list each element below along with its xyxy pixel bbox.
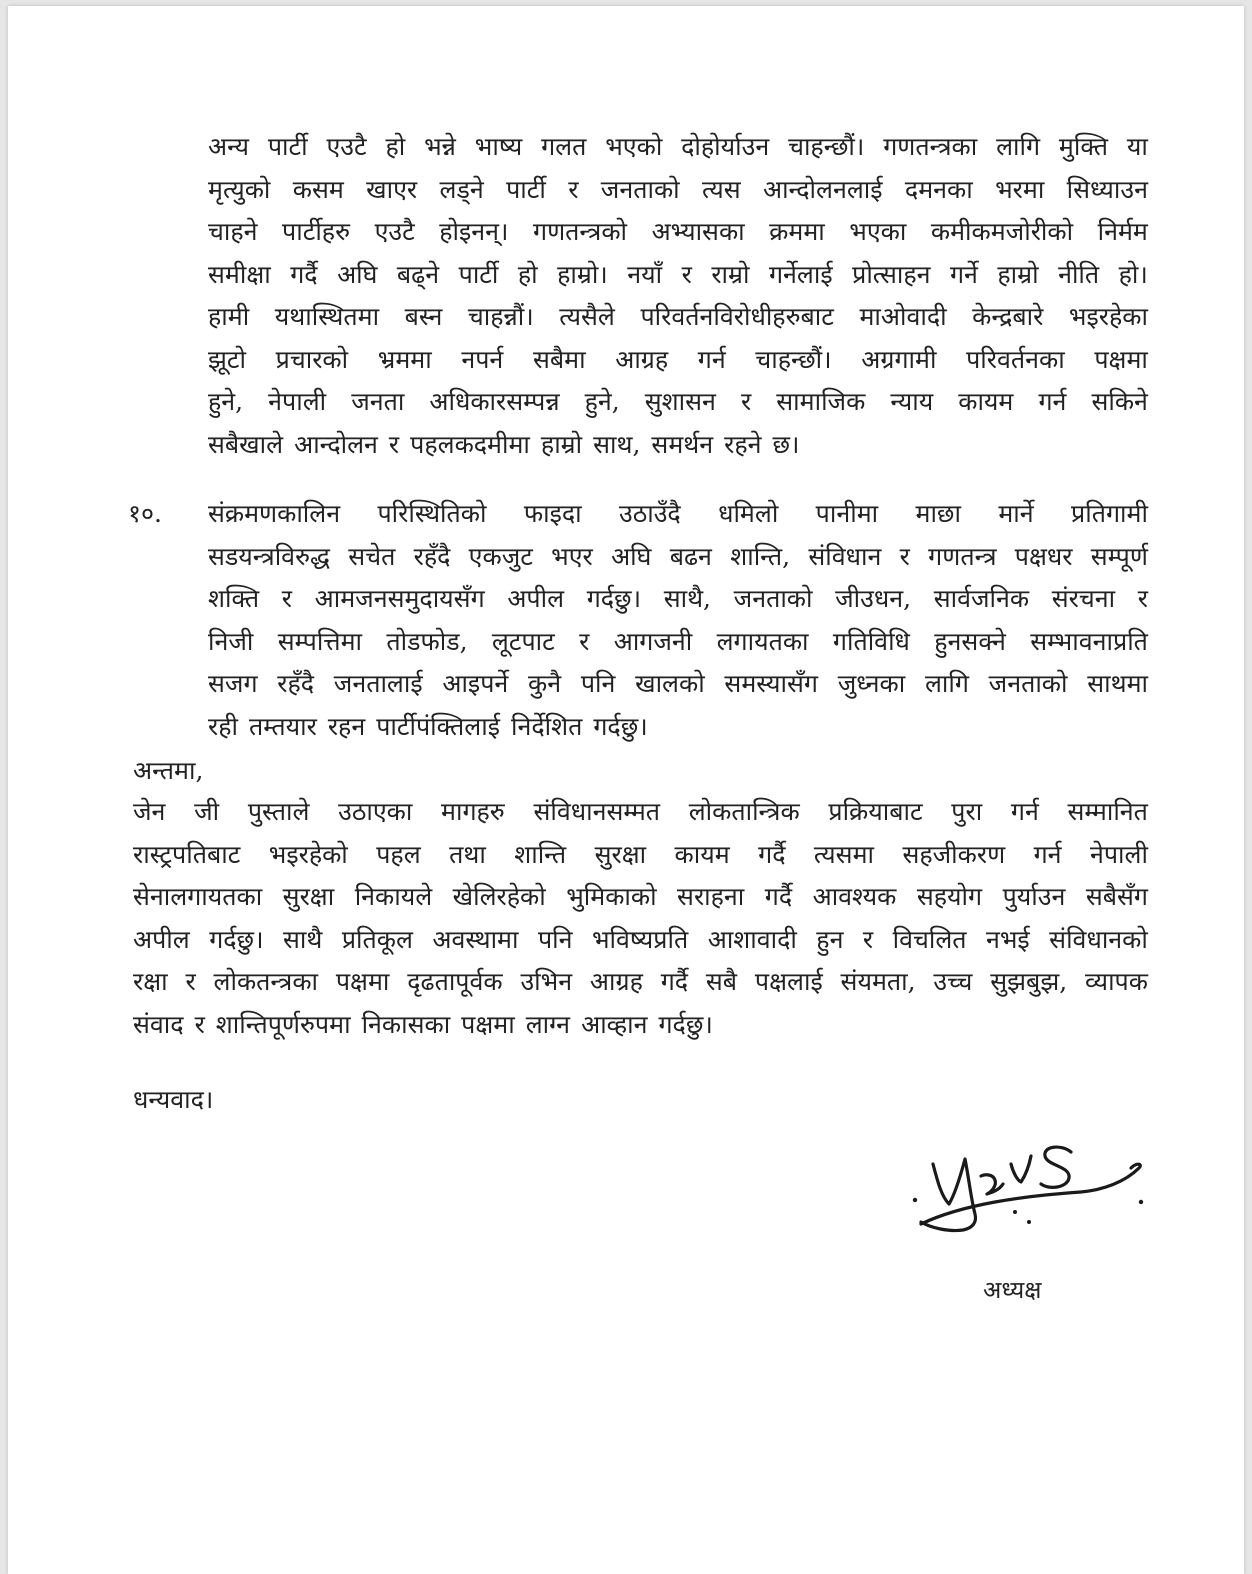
signer-title: अध्यक्ष [983, 1276, 1042, 1304]
text-line: हुने, नेपाली जनता अधिकारसम्पन्न हुने, सुशासन र सामाजिक न्याय कायम गर्न सकिने [208, 387, 1148, 416]
text-line: मृत्युको कसम खाएर लड्ने पार्टी र जनताको त्यस आन्दोलनलाई दमनका भरमा सिध्याउन [208, 174, 1148, 204]
document-page [8, 6, 1244, 1574]
item-number: १०. [128, 499, 162, 528]
text-line: चाहने पार्टीहरु एउटै होइनन्। गणतन्त्रको अभ्यासका क्रममा भएका कमीकमजोरीको निर्मम [208, 217, 1148, 246]
text-line: सजग रहँदै जनतालाई आइपर्ने कुनै पनि खालको समस्यासँग जुध्नका लागि जनताको साथमा [208, 669, 1148, 698]
text-line: हामी यथास्थितमा बस्न चाहन्नौं। त्यसैले परिवर्तनविरोधीहरुबाट माओवादी केन्द्रबारे भइरहेका [208, 302, 1148, 331]
text-line: निजी सम्पत्तिमा तोडफोड, लूटपाट र आगजनी लगायतका गतिविधि हुनसक्ने सम्भावनाप्रति [208, 626, 1148, 656]
text-line: झूटो प्रचारको भ्रममा नपर्न सबैमा आग्रह गर्न चाहन्छौं। अग्रगामी परिवर्तनका पक्षमा [208, 344, 1148, 374]
text-line: संवाद र शान्तिपूर्णरुपमा निकासका पक्षमा लाग्न आव्हान गर्दछु। [133, 1009, 713, 1039]
paragraph-final-appeal [133, 791, 1148, 1046]
text-line: सडयन्त्रविरुद्ध सचेत रहँदै एकजुट भएर अघि बढन शान्ति, संविधान र गणतन्त्र पक्षधर सम्पूर्ण [208, 541, 1148, 571]
text-line: रक्षा र लोकतन्त्रका पक्षमा दृढतापूर्वक उभिन आग्रह गर्दै सबै पक्षलाई संयमता, उच्च सुझबुझ, व्यापक [133, 967, 1148, 996]
paragraph-party-statement [208, 126, 1148, 466]
text-line: रही तम्तयार रहन पार्टीपंक्तिलाई निर्देशित गर्दछु। [208, 711, 648, 741]
text-line: समीक्षा गर्दै अघि बढ्ने पार्टी हो हाम्रो। नयाँ र राम्रो गर्नेलाई प्रोत्साहन गर्ने हाम्रो नीति हो। [208, 259, 1148, 289]
text-line: अपील गर्दछु। साथै प्रतिकूल अवस्थामा पनि भविष्यप्रति आशावादी हुन र विचलित नभई संविधानको [133, 924, 1148, 954]
signature-icon [903, 1134, 1153, 1249]
text-line: संक्रमणकालिन परिस्थितिको फाइदा उठाउँदै धमिलो पानीमा माछा मार्ने प्रतिगामी [208, 499, 1148, 528]
text-line: सबैखाले आन्दोलन र पहलकदमीमा हाम्रो साथ, समर्थन रहने छ। [208, 429, 800, 459]
text-line: रास्ट्रपतिबाट भइरहेको पहल तथा शान्ति सुरक्षा कायम गर्दै त्यसमा सहजीकरण गर्न नेपाली [133, 839, 1148, 869]
thanks-text: धन्यवाद। [133, 1085, 214, 1114]
closing-label: अन्तमा, [133, 756, 204, 785]
text-line: जेन जी पुस्ताले उठाएका मागहरु संविधानसम्मत लोकतान्त्रिक प्रक्रियाबाट पुरा गर्न सम्मानित [133, 797, 1148, 826]
text-line: सेनालगायतका सुरक्षा निकायले खेलिरहेको भुमिकाको सराहना गर्दै आवश्यक सहयोग पुर्याउन सबैसँग [133, 882, 1148, 911]
item-10-body [208, 493, 1148, 748]
text-line: अन्य पार्टी एउटै हो भन्ने भाष्य गलत भएको दोहोर्याउन चाहन्छौं। गणतन्त्रका लागि मुक्ति या [208, 132, 1148, 161]
text-line: शक्ति र आमजनसमुदायसँग अपील गर्दछु। साथै, जनताको जीउधन, सार्वजनिक संरचना र [208, 584, 1148, 613]
